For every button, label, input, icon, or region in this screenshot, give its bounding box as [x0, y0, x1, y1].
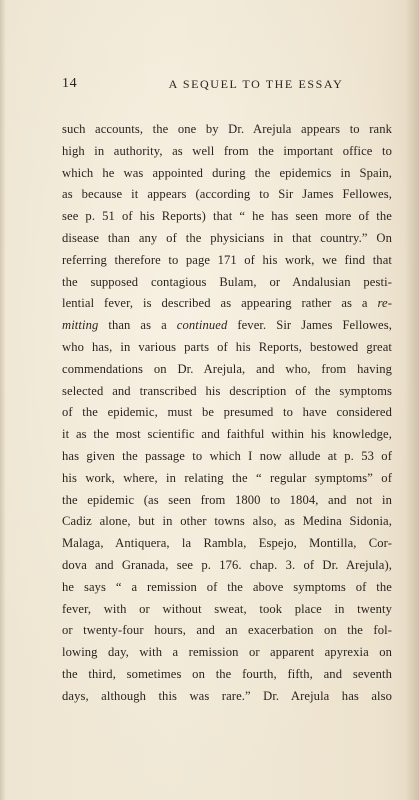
text-run: than as a — [98, 318, 177, 333]
text-line: commendations on Dr. Arejula, and who, from having — [62, 361, 392, 376]
text-line: see p. 51 of his Reports) that “ he has seen more of the — [62, 209, 392, 224]
text-line: days, although this was rare.” Dr. Arejula has also — [62, 688, 392, 703]
text-line: as because it appears (according to Sir James Fellowes, — [62, 187, 392, 202]
text-run: lential fever, is described as appearing rather as a — [62, 296, 378, 311]
text-line: he says “ a remission of the above symptoms of the — [62, 579, 392, 594]
text-line: high in authority, as well from the important office to — [62, 143, 392, 158]
page-number: 14 — [62, 76, 78, 91]
page-edge-shadow — [0, 0, 6, 800]
text-line: which he was appointed during the epidemics in Spain, — [62, 165, 392, 180]
text-line: referring therefore to page 171 of his work, we find that — [62, 252, 392, 267]
text-line: the third, sometimes on the fourth, fifth, and seventh — [62, 666, 392, 681]
text-line — [62, 293, 392, 315]
text-line: disease than any of the physicians in that country.” On — [62, 230, 392, 245]
body-text — [62, 119, 392, 708]
page-spine-shadow — [405, 0, 419, 800]
text-run: fever. Sir James Fellowes, — [227, 318, 392, 333]
text-line: Cadiz alone, but in other towns also, as Medina Sidonia, — [62, 514, 392, 529]
text-line: such accounts, the one by Dr. Arejula appears to rank — [62, 122, 392, 136]
text-line: has given the passage to which I now allude at p. 53 of — [62, 448, 392, 463]
text-line — [62, 315, 392, 337]
text-line: dova and Granada, see p. 176. chap. 3. of Dr. Arejula), — [62, 557, 392, 572]
text-line: selected and transcribed his description of the symptoms — [62, 383, 392, 398]
text-line: the epidemic (as seen from 1800 to 1804, and not in — [62, 492, 392, 507]
text-line: who has, in various parts of his Reports, bestowed great — [62, 339, 392, 354]
page-header — [62, 76, 392, 96]
running-head: A SEQUEL TO THE ESSAY — [168, 77, 344, 91]
text-line: it as the most scientific and faithful within his knowledge, — [62, 427, 392, 442]
italic-text-run: re- — [377, 296, 392, 311]
text-line: his work, where, in relating the “ regular symptoms” of — [62, 470, 392, 485]
italic-text-run: continued — [176, 318, 228, 333]
text-line: fever, with or without sweat, took place in twenty — [62, 601, 392, 616]
text-line: Malaga, Antiquera, la Rambla, Espejo, Montilla, Cor- — [62, 536, 392, 551]
italic-text-run: mitting — [62, 318, 99, 333]
text-line: or twenty-four hours, and an exacerbation on the fol- — [62, 623, 392, 638]
text-line: of the epidemic, must be presumed to have considered — [62, 405, 392, 420]
text-line: lowing day, with a remission or apparent apyrexia on — [62, 645, 392, 660]
text-line: the supposed contagious Bulam, or Andalusian pesti- — [62, 274, 392, 289]
